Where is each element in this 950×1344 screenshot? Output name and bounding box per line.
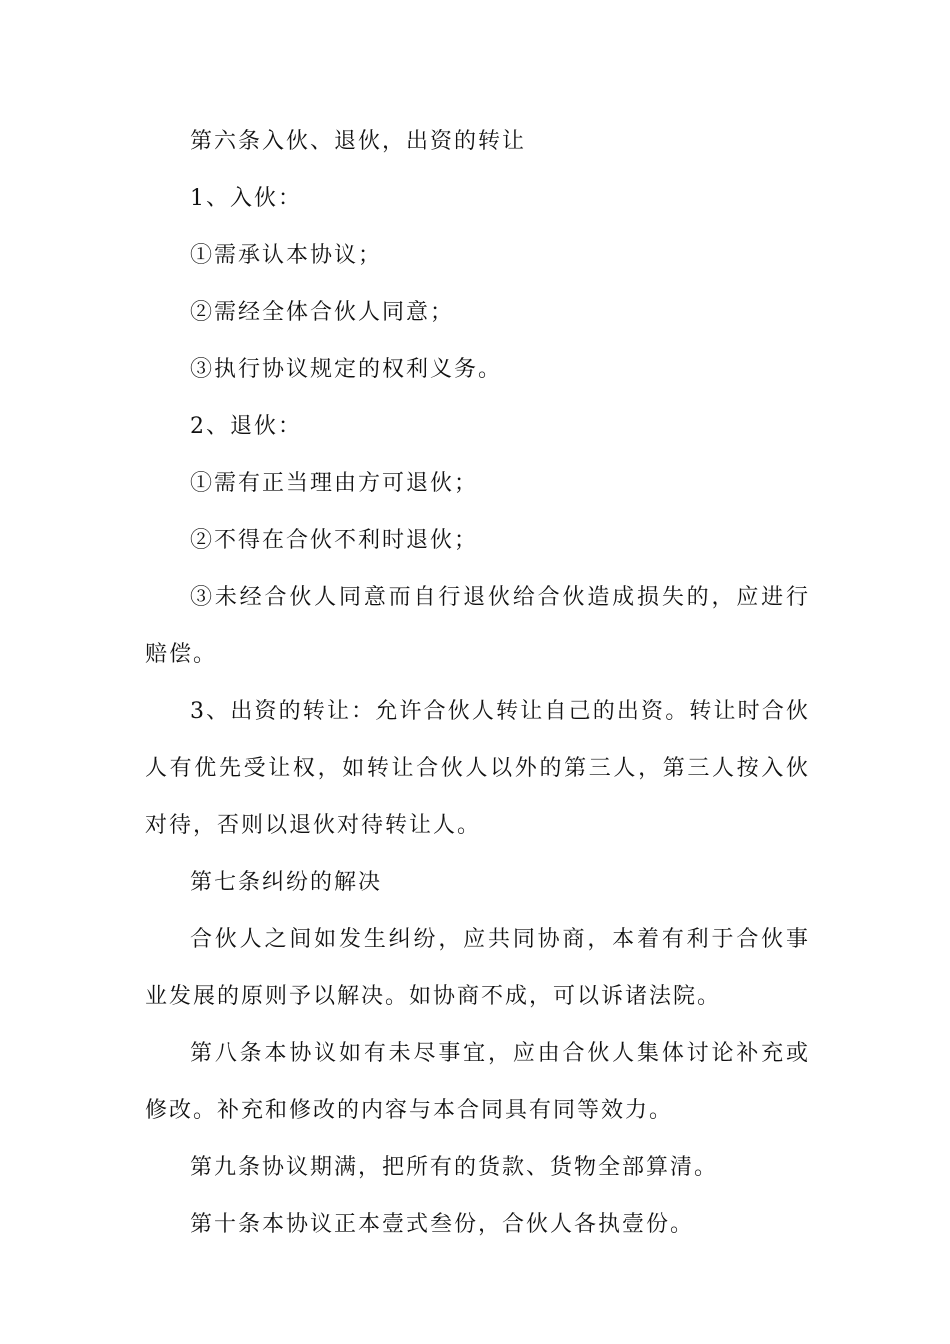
list-item: ①需有正当理由方可退伙； bbox=[190, 471, 479, 496]
list-item: ①需承认本协议； bbox=[190, 243, 383, 268]
clause-joining: 1、入伙： bbox=[190, 186, 302, 211]
paragraph-article-10: 第十条本协议正本壹式叁份，合伙人各执壹份。 bbox=[190, 1212, 695, 1237]
section-heading-article-7: 第七条纠纷的解决 bbox=[190, 870, 383, 895]
clause-capital-transfer: 3、出资的转让：允许合伙人转让自己的出资。转让时合伙人有优先受让权，如转让合伙人以外的第三人，第三人按入伙对待，否则以退伙对待转让人。 bbox=[145, 699, 810, 838]
list-item: ②需经全体合伙人同意； bbox=[190, 300, 455, 325]
paragraph-article-9: 第九条协议期满，把所有的货款、货物全部算清。 bbox=[190, 1155, 719, 1180]
document-body bbox=[145, 113, 810, 1253]
clause-withdrawal: 2、退伙： bbox=[190, 414, 302, 439]
list-item: ③未经合伙人同意而自行退伙给合伙造成损失的，应进行赔偿。 bbox=[145, 585, 810, 667]
section-heading-article-6: 第六条入伙、退伙，出资的转让 bbox=[190, 129, 527, 154]
list-item: ②不得在合伙不利时退伙； bbox=[190, 528, 479, 553]
list-item: ③执行协议规定的权利义务。 bbox=[190, 357, 503, 382]
paragraph-article-8: 第八条本协议如有未尽事宜，应由合伙人集体讨论补充或修改。补充和修改的内容与本合同具有同等效力。 bbox=[145, 1041, 810, 1123]
paragraph-dispute-resolution: 合伙人之间如发生纠纷，应共同协商，本着有利于合伙事业发展的原则予以解决。如协商不成，可以诉诸法院。 bbox=[145, 927, 810, 1009]
